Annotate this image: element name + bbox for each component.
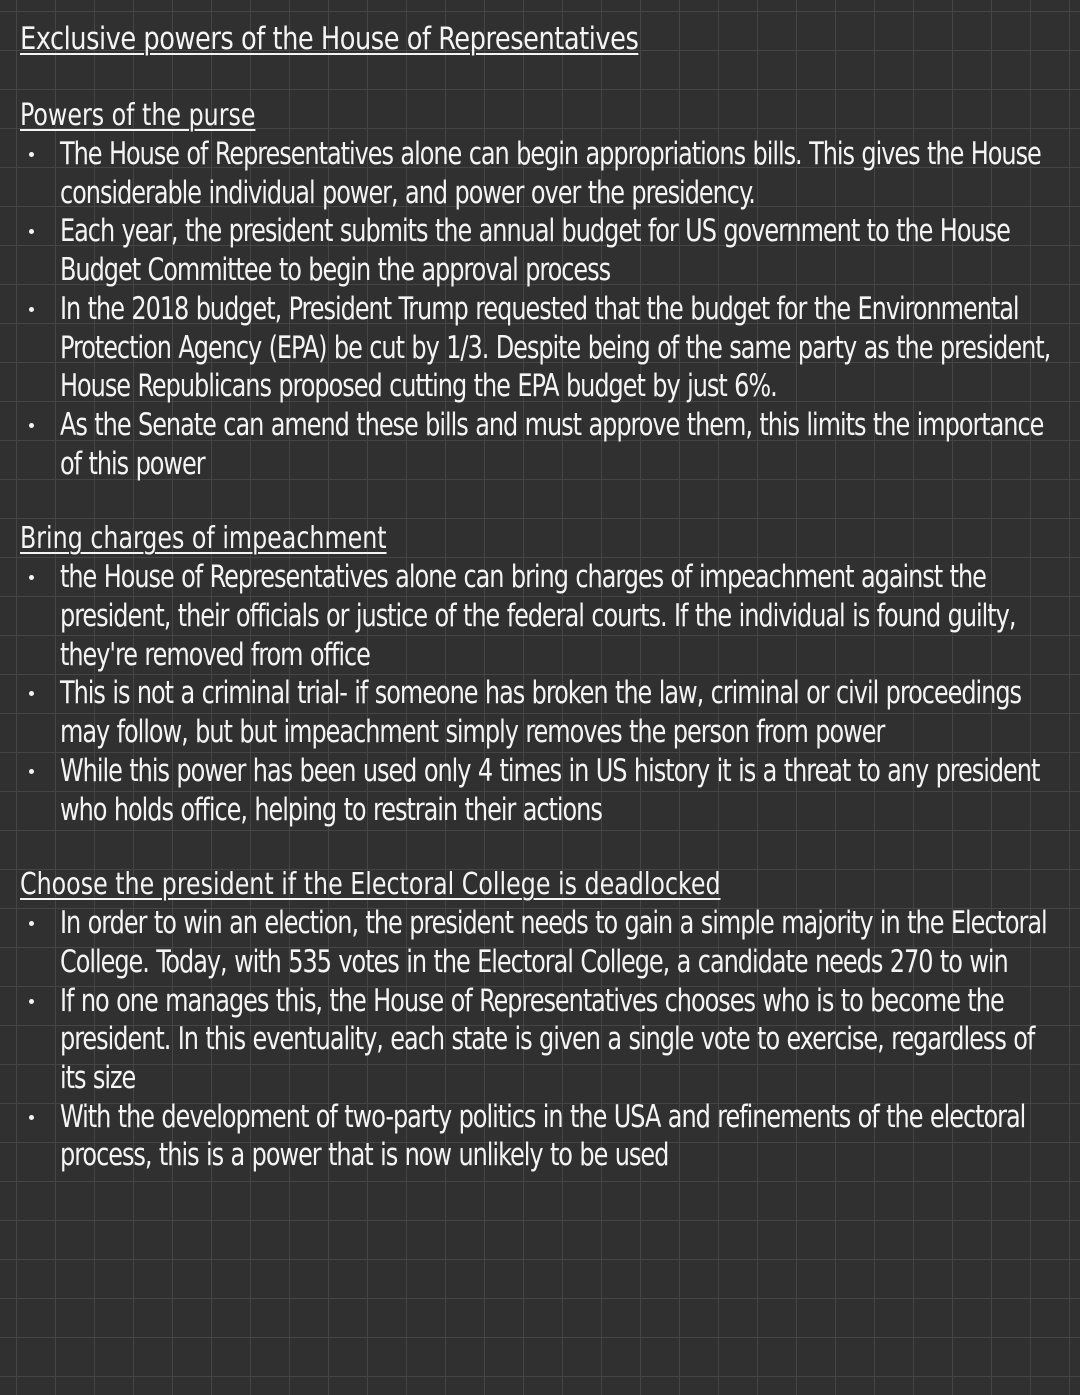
bullet-text: As the Senate can amend these bills and must approve them, this limits the importance of this power bbox=[60, 406, 1044, 482]
page-title: Exclusive powers of the House of Representatives bbox=[20, 21, 639, 57]
bullet-text: the House of Representatives alone can bring charges of impeachment against the president, their officials or justice of the federal courts. If the individual is found guilty, they're removed from office bbox=[60, 559, 1016, 673]
bullet-text: The House of Representatives alone can begin appropriations bills. This gives the House considerable individual power, and power over the presidency. bbox=[60, 136, 1041, 211]
bullet-icon bbox=[29, 769, 34, 774]
list-item bbox=[20, 904, 1060, 981]
bullet-text: This is not a criminal trial- if someone has broken the law, criminal or civil proceedings may follow, but but impeachment simply removes the person from power bbox=[60, 675, 1022, 751]
bullet-text: In order to win an election, the president needs to gain a simple majority in the Electoral College. Today, with 535 votes in the Electoral College, a candidate needs 270 to win bbox=[60, 905, 1047, 980]
bullet-text: Each year, the president submits the annual budget for US government to the House Budget Committee to begin the approval process bbox=[60, 213, 1010, 289]
section-heading: Choose the president if the Electoral College is deadlocked bbox=[20, 867, 721, 903]
bullet-icon bbox=[29, 1115, 34, 1120]
list-item bbox=[20, 752, 1060, 829]
list-item bbox=[20, 406, 1060, 483]
section-heading: Powers of the purse bbox=[20, 98, 256, 133]
bullet-icon bbox=[29, 921, 34, 926]
bullet-text: In the 2018 budget, President Trump requested that the budget for the Environmental Protection Agency (EPA) be cut by 1/3. Despite being of the same party as the president, House Republicans proposed cutting the EPA budget by just 6%. bbox=[60, 290, 1051, 405]
bullet-text: While this power has been used only 4 times in US history it is a threat to any president who holds office, helping to restrain their actions bbox=[60, 752, 1040, 828]
bullet-icon bbox=[29, 229, 34, 234]
section-heading: Bring charges of impeachment bbox=[20, 521, 387, 557]
section-impeachment bbox=[20, 520, 1060, 829]
list-item bbox=[20, 558, 1060, 674]
bullet-icon bbox=[29, 307, 34, 312]
bullet-list bbox=[20, 135, 1060, 483]
bullet-text: If no one manages this, the House of Representatives chooses who is to become the president. In this eventuality, each state is given a single vote to exercise, regardless of its size bbox=[60, 982, 1035, 1097]
list-item bbox=[20, 982, 1060, 1098]
list-item bbox=[20, 674, 1060, 751]
bullet-icon bbox=[29, 691, 34, 696]
section-electoral-college bbox=[20, 866, 1060, 1175]
list-item bbox=[20, 135, 1060, 212]
list-item bbox=[20, 1098, 1060, 1175]
bullet-icon bbox=[29, 423, 34, 428]
bullet-text: With the development of two-party politics in the USA and refinements of the electoral process, this is a power that is now unlikely to be used bbox=[60, 1098, 1026, 1174]
list-item bbox=[20, 290, 1060, 406]
bullet-list bbox=[20, 558, 1060, 829]
bullet-list bbox=[20, 904, 1060, 1175]
section-powers-of-the-purse bbox=[20, 97, 1060, 483]
list-item bbox=[20, 212, 1060, 289]
bullet-icon bbox=[29, 575, 34, 580]
bullet-icon bbox=[29, 999, 34, 1004]
bullet-icon bbox=[29, 152, 34, 157]
